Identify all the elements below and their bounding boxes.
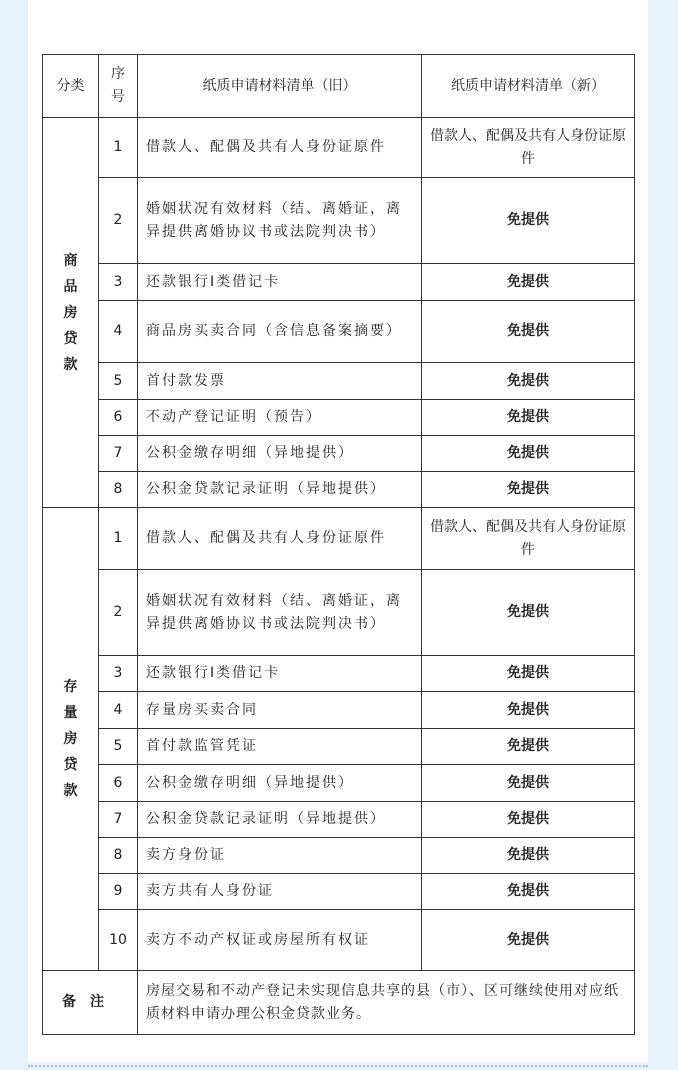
category-char: 款: [63, 356, 78, 373]
new-material-cell: 免提供: [422, 301, 635, 363]
category-cell: [43, 118, 99, 508]
new-material-cell: 借款人、配偶及共有人身份证原件: [422, 118, 635, 178]
category-char: 贷: [63, 330, 78, 347]
index-cell: 10: [99, 910, 138, 971]
table-row: [43, 802, 635, 838]
table-row: [43, 874, 635, 910]
new-material-cell: 免提供: [422, 874, 635, 910]
index-cell: 5: [99, 729, 138, 765]
new-material-cell: 免提供: [422, 802, 635, 838]
table-row: [43, 301, 635, 363]
table-row: [43, 692, 635, 729]
table-row: [43, 570, 635, 656]
index-cell: 6: [99, 400, 138, 436]
category-char: 量: [63, 705, 78, 721]
header-old-list: 纸质申请材料清单（旧）: [138, 55, 422, 118]
old-material-cell: 首付款监管凭证: [138, 729, 422, 765]
table-row: [43, 178, 635, 264]
new-material-cell: 免提供: [422, 729, 635, 765]
index-cell: 1: [99, 508, 138, 570]
index-cell: 8: [99, 472, 138, 508]
table-row: [43, 656, 635, 692]
index-cell: 7: [99, 436, 138, 472]
old-material-cell: 存量房买卖合同: [138, 692, 422, 729]
note-text: 房屋交易和不动产登记未实现信息共享的县（市）、区可继续使用对应纸质材料申请办理公积金贷款业务。: [138, 971, 635, 1035]
new-material-cell: 免提供: [422, 178, 635, 264]
old-material-cell: 公积金贷款记录证明（异地提供）: [138, 802, 422, 838]
new-material-cell: 免提供: [422, 656, 635, 692]
table-row: [43, 838, 635, 874]
dotted-divider: [28, 1065, 648, 1067]
category-char: 存: [63, 679, 78, 695]
table-body: [43, 118, 635, 1035]
new-material-cell: 免提供: [422, 910, 635, 971]
old-material-cell: 还款银行I类借记卡: [138, 656, 422, 692]
table-row: [43, 729, 635, 765]
category-char: 房: [63, 731, 78, 747]
old-material-cell: 还款银行I类借记卡: [138, 264, 422, 301]
category-char: 商: [63, 252, 78, 269]
table-header-row: [43, 55, 635, 118]
old-material-cell: 借款人、配偶及共有人身份证原件: [138, 508, 422, 570]
table-row: [43, 472, 635, 508]
old-material-cell: 公积金贷款记录证明（异地提供）: [138, 472, 422, 508]
old-material-cell: 卖方共有人身份证: [138, 874, 422, 910]
old-material-cell: 不动产登记证明（预告）: [138, 400, 422, 436]
new-material-cell: 免提供: [422, 570, 635, 656]
index-cell: 6: [99, 765, 138, 802]
table-row: [43, 765, 635, 802]
index-cell: 4: [99, 692, 138, 729]
old-material-cell: 公积金缴存明细（异地提供）: [138, 436, 422, 472]
index-cell: 4: [99, 301, 138, 363]
index-cell: 5: [99, 363, 138, 400]
header-new-list: 纸质申请材料清单（新）: [422, 55, 635, 118]
index-cell: 3: [99, 656, 138, 692]
index-cell: 9: [99, 874, 138, 910]
new-material-cell: 免提供: [422, 400, 635, 436]
new-material-cell: 免提供: [422, 436, 635, 472]
document-page: [28, 0, 648, 1062]
table-row: [43, 910, 635, 971]
old-material-cell: 公积金缴存明细（异地提供）: [138, 765, 422, 802]
index-cell: 7: [99, 802, 138, 838]
index-cell: 2: [99, 570, 138, 656]
table-row: [43, 508, 635, 570]
materials-table: [42, 54, 635, 1035]
table-row: [43, 436, 635, 472]
header-index: 序号: [99, 55, 138, 118]
category-cell: [43, 508, 99, 971]
note-row: [43, 971, 635, 1035]
old-material-cell: 商品房买卖合同（含信息备案摘要）: [138, 301, 422, 363]
new-material-cell: 免提供: [422, 363, 635, 400]
note-label: 备注: [43, 971, 138, 1035]
category-char: 款: [63, 783, 78, 799]
index-cell: 8: [99, 838, 138, 874]
old-material-cell: 婚姻状况有效材料（结、离婚证，离异提供离婚协议书或法院判决书）: [138, 570, 422, 656]
table-row: [43, 400, 635, 436]
table-row: [43, 264, 635, 301]
old-material-cell: 婚姻状况有效材料（结、离婚证，离异提供离婚协议书或法院判决书）: [138, 178, 422, 264]
category-char: 房: [63, 304, 78, 321]
new-material-cell: 免提供: [422, 838, 635, 874]
old-material-cell: 卖方不动产权证或房屋所有权证: [138, 910, 422, 971]
new-material-cell: 借款人、配偶及共有人身份证原件: [422, 508, 635, 570]
new-material-cell: 免提供: [422, 264, 635, 301]
index-cell: 1: [99, 118, 138, 178]
new-material-cell: 免提供: [422, 692, 635, 729]
new-material-cell: 免提供: [422, 765, 635, 802]
category-char: 贷: [63, 757, 78, 773]
old-material-cell: 借款人、配偶及共有人身份证原件: [138, 118, 422, 178]
table-row: [43, 118, 635, 178]
index-cell: 3: [99, 264, 138, 301]
header-category: 分类: [43, 55, 99, 118]
new-material-cell: 免提供: [422, 472, 635, 508]
old-material-cell: 卖方身份证: [138, 838, 422, 874]
table-row: [43, 363, 635, 400]
category-char: 品: [63, 278, 78, 295]
index-cell: 2: [99, 178, 138, 264]
old-material-cell: 首付款发票: [138, 363, 422, 400]
